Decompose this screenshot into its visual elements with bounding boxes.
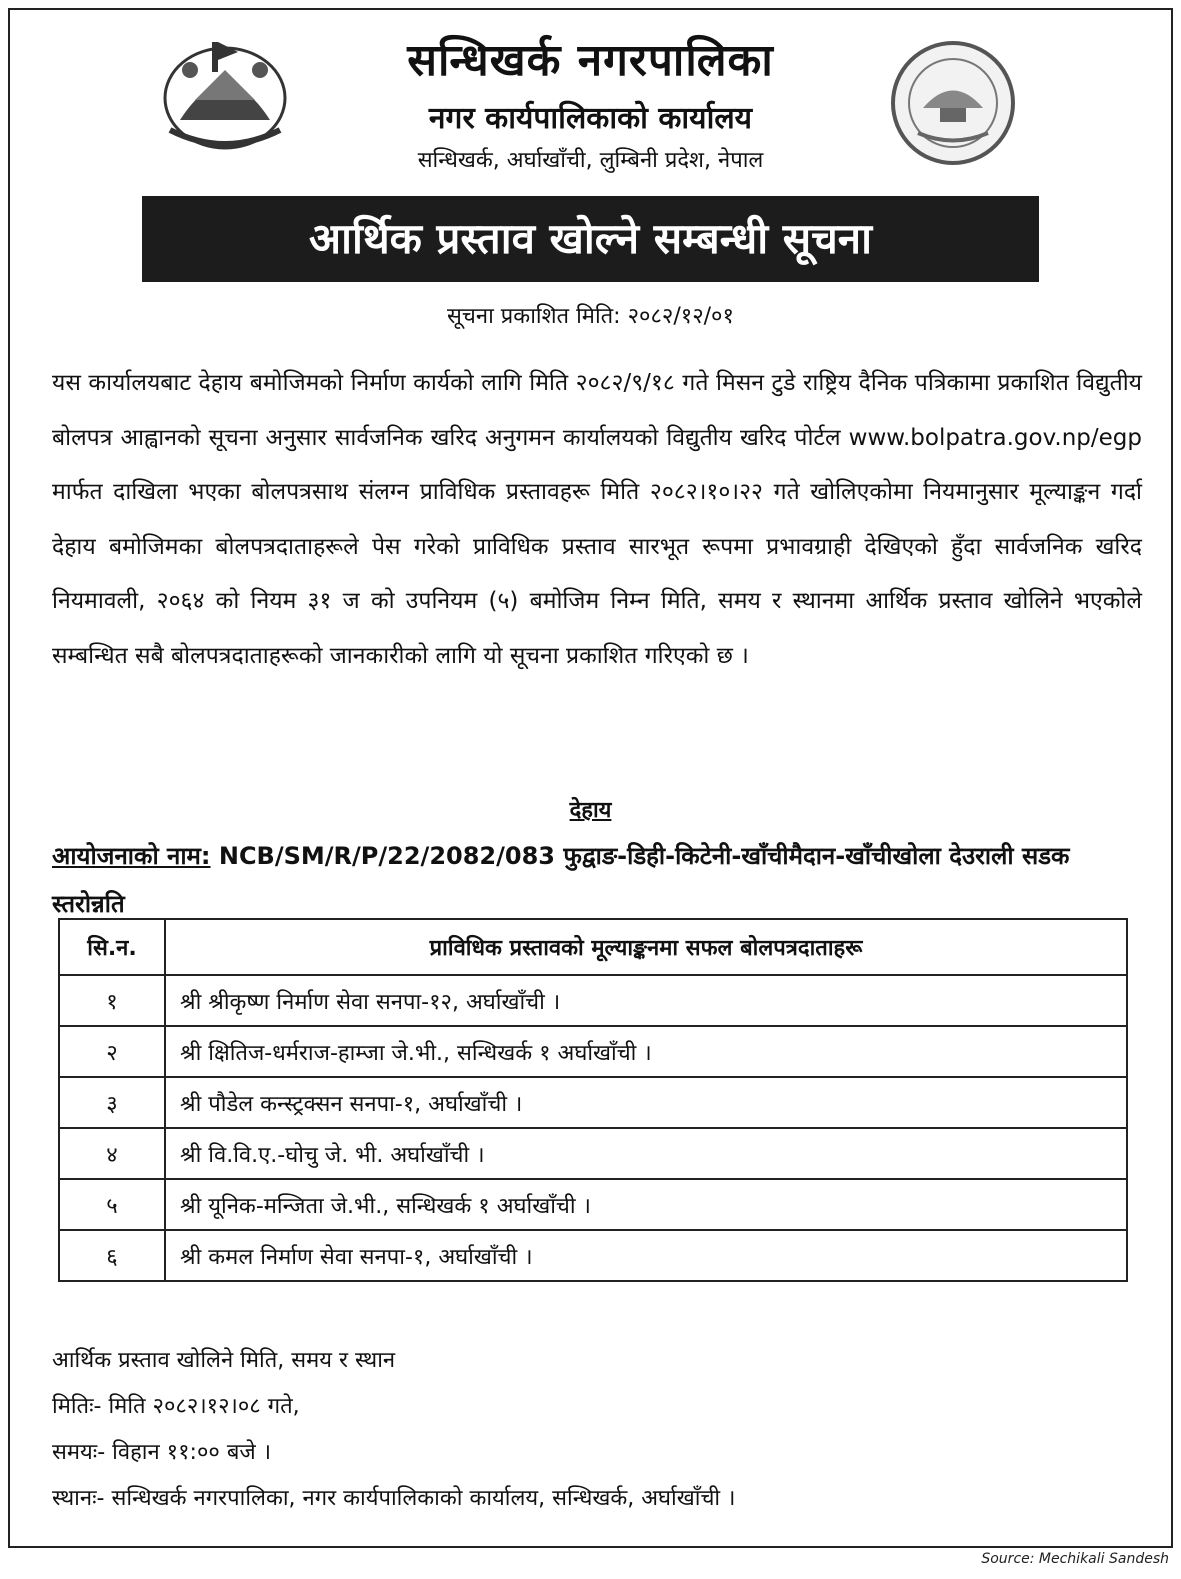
table-row	[59, 1179, 1127, 1230]
notice-title: आर्थिक प्रस्ताव खोल्ने सम्बन्धी सूचना	[142, 196, 1039, 282]
table-row	[59, 975, 1127, 1026]
office-address: सन्धिखर्क, अर्घाखाँची, लुम्बिनी प्रदेश, नेपाल	[417, 148, 764, 173]
row-bidder: श्री श्रीकृष्ण निर्माण सेवा सनपा-१२, अर्घाखाँची ।	[165, 975, 1127, 1026]
column-header-sn: सि.न.	[59, 919, 165, 975]
table-row	[59, 1230, 1127, 1281]
bidders-table	[58, 918, 1128, 1282]
row-bidder: श्री कमल निर्माण सेवा सनपा-१, अर्घाखाँची ।	[165, 1230, 1127, 1281]
row-sn: ५	[59, 1179, 165, 1230]
row-sn: १	[59, 975, 165, 1026]
row-bidder: श्री वि.वि.ए.-घोचु जे. भी. अर्घाखाँची ।	[165, 1128, 1127, 1179]
published-date: सूचना प्रकाशित मिति: २०८२/१२/०१	[447, 304, 734, 329]
office-name: नगर कार्यपालिकाको कार्यालय	[428, 101, 753, 136]
row-sn: २	[59, 1026, 165, 1077]
row-sn: ६	[59, 1230, 165, 1281]
row-bidder: श्री पौडेल कन्स्ट्रक्सन सनपा-१, अर्घाखाँची ।	[165, 1077, 1127, 1128]
source-credit: Source: Mechikali Sandesh	[981, 1551, 1169, 1567]
row-bidder: श्री यूनिक-मन्जिता जे.भी., सन्धिखर्क १ अर्घाखाँची ।	[165, 1179, 1127, 1230]
opening-details	[52, 1338, 1142, 1522]
schedule-heading: देहाय	[569, 798, 612, 823]
table-row	[59, 1077, 1127, 1128]
project-title: NCB/SM/R/P/22/2082/083 फुद्वाङ-डिही-किटेनी-खाँचीमैदान-खाँचीखोला देउराली सडक स्तरोन्नति	[52, 842, 1070, 918]
table-row	[59, 1128, 1127, 1179]
municipality-name: सन्धिखर्क नगरपालिका	[407, 35, 774, 86]
opening-place: स्थानः- सन्धिखर्क नगरपालिका, नगर कार्यपालिकाको कार्यालय, सन्धिखर्क, अर्घाखाँची ।	[52, 1486, 736, 1511]
opening-date: मितिः- मिति २०८२।१२।०८ गते,	[52, 1394, 300, 1419]
column-header-bidders: प्राविधिक प्रस्तावको मूल्याङ्कनमा सफल बोलपत्रदाताहरू	[165, 919, 1127, 975]
row-sn: ३	[59, 1077, 165, 1128]
opening-heading: आर्थिक प्रस्ताव खोलिने मिति, समय र स्थान	[52, 1348, 396, 1373]
row-bidder: श्री क्षितिज-धर्मराज-हाम्जा जे.भी., सन्धिखर्क १ अर्घाखाँची ।	[165, 1026, 1127, 1077]
table-row	[59, 1026, 1127, 1077]
opening-time: समयः- विहान ११:०० बजे ।	[52, 1440, 272, 1465]
notice-body: यस कार्यालयबाट देहाय बमोजिमको निर्माण कार्यको लागि मिति २०८२/९/१८ गते मिसन टुडे राष्ट्रिय दैनिक पत्रिकामा प्रकाशित विद्युतीय बोलपत्र आह्वानको सूचना अनुसार सार्वजनिक खरिद अनुगमन कार्यालयको विद्युतीय खरिद पोर्टल www.bolpatra.gov.np/egp मार्फत दाखिला भएका बोलपत्रसाथ संलग्न प्राविधिक प्रस्तावहरू मिति २०८२।१०।२२ गते खोलिएकोमा नियमानुसार मूल्याङ्कन गर्दा देहाय बमोजिमका बोलपत्रदाताहरूले पेस गरेको प्राविधिक प्रस्ताव सारभूत रूपमा प्रभावग्राही देखिएको हुँदा सार्वजनिक खरिद नियमावली, २०६४ को नियम ३१ ज को उपनियम (५) बमोजिम निम्न मिति, समय र स्थानमा आर्थिक प्रस्ताव खोलिने भएकोले सम्बन्धित सबै बोलपत्रदाताहरूको जानकारीको लागि यो सूचना प्रकाशित गरिएको छ ।	[52, 370, 1142, 669]
table-header-row	[59, 919, 1127, 975]
project-label: आयोजनाको नाम:	[52, 842, 211, 870]
row-sn: ४	[59, 1128, 165, 1179]
project-name	[52, 832, 1142, 928]
